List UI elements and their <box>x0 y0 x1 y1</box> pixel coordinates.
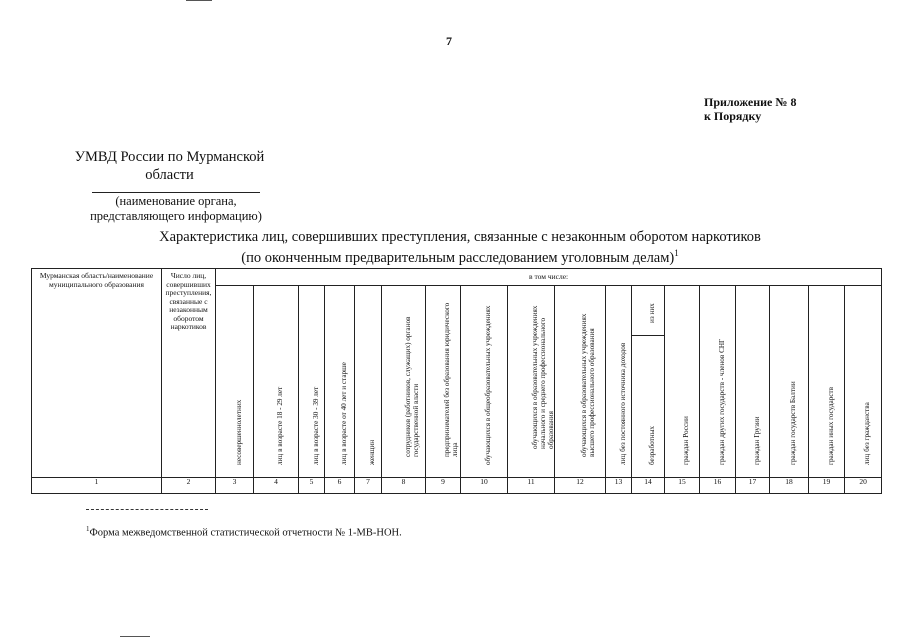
col-number: 1 <box>32 478 162 494</box>
organization-line-1: УМВД России по Мурманской <box>74 149 265 165</box>
col-14-label: безработных <box>648 426 656 466</box>
footnote-text: Форма межведомственной статистической отчетности № 1-МВ-НОН. <box>89 527 402 539</box>
col-11-label: обучающихся в образовательных учреждениях начального и среднего профессионального образования <box>531 305 555 450</box>
header-col-10 <box>461 285 508 477</box>
header-col-4 <box>254 285 299 477</box>
column-number-row <box>32 478 882 494</box>
organization-caption <box>70 194 282 224</box>
col-number: 16 <box>700 478 736 494</box>
col-18-label: граждан государств Балтии <box>789 381 797 466</box>
footnote <box>86 525 402 539</box>
header-col-12 <box>555 285 606 477</box>
document-title <box>130 229 790 266</box>
col-3-label: несовершеннолетних <box>234 399 243 466</box>
header-region-label: Мурманская область/наименование муниципального образования <box>39 271 154 289</box>
footnote-separator <box>86 509 208 510</box>
header-total-label: Число лиц, совершивших преступления, связанные с незаконным оборотом наркотиков <box>165 271 212 331</box>
col-10-label: обучающихся в общеобразовательных учреждениях <box>484 305 492 466</box>
col-number: 17 <box>736 478 770 494</box>
col-4-label: лиц в возрасте 18 - 29 лет <box>276 386 284 466</box>
col-number: 15 <box>665 478 700 494</box>
col-5-label: лиц в возрасте 30 - 39 лет <box>311 386 320 466</box>
org-caption-line-1: (наименование органа, <box>115 194 237 208</box>
header-col-13 <box>606 285 632 477</box>
header-col-3 <box>216 285 254 477</box>
organization-line-2: области <box>145 167 194 183</box>
col-number: 18 <box>770 478 809 494</box>
header-region <box>32 269 162 478</box>
col-12-label: обучающихся в образовательных учреждениях высшего профессионального образования <box>580 313 596 458</box>
col-number: 12 <box>555 478 606 494</box>
header-col-8 <box>382 285 426 477</box>
title-footnote-mark: 1 <box>674 248 679 258</box>
header-col-9 <box>426 285 461 477</box>
col-number: 10 <box>461 478 508 494</box>
header-col-15 <box>665 285 700 477</box>
col-number: 9 <box>426 478 461 494</box>
col-number: 4 <box>254 478 299 494</box>
group-including-label: в том числе: <box>529 271 569 281</box>
header-col-6 <box>325 285 355 477</box>
col-number: 8 <box>382 478 426 494</box>
col-number: 6 <box>325 478 355 494</box>
org-caption-line-2: представляющего информацию) <box>90 209 262 223</box>
col-number: 11 <box>508 478 555 494</box>
col-number: 20 <box>845 478 882 494</box>
header-col-11 <box>508 285 555 477</box>
title-line-2-text: (по оконченным предварительным расследованием уголовным делам) <box>241 249 675 266</box>
col-number: 19 <box>809 478 845 494</box>
page-number: 7 <box>446 34 452 48</box>
col-7-label: женщин <box>368 439 376 466</box>
organization-name <box>62 148 277 184</box>
title-line-1: Характеристика лиц, совершивших преступления, связанные с незаконным оборотом наркотиков <box>159 229 761 245</box>
col-8-label: сотрудников (работников, служащих) органов государственной власти <box>403 316 420 458</box>
header-col-17 <box>736 285 770 477</box>
scan-artifact-line <box>120 636 150 637</box>
col-17-label: граждан Грузии <box>752 416 761 466</box>
col-15-label: граждан России <box>682 416 690 466</box>
subgroup-of-them-label: из них <box>648 302 656 323</box>
organization-underline <box>92 192 260 193</box>
col-number: 3 <box>216 478 254 494</box>
header-col-14 <box>632 335 665 478</box>
header-total <box>162 269 216 478</box>
header-col-5 <box>299 285 325 477</box>
col-number: 14 <box>632 478 665 494</box>
header-col-20 <box>845 285 882 477</box>
col-16-label: граждан других государств - членов СНГ <box>717 338 726 466</box>
col-number: 5 <box>299 478 325 494</box>
title-line-2 <box>130 245 790 266</box>
scan-artifact-line <box>186 0 212 1</box>
col-20-label: лиц без гражданства <box>863 402 872 466</box>
appendix-line-2: к Порядку <box>704 109 762 123</box>
col-number: 13 <box>606 478 632 494</box>
col-6-label: лиц в возрасте от 40 лет и старше <box>339 362 348 466</box>
col-13-label: лиц без постоянного источника доходов <box>618 342 627 466</box>
appendix-line-1: Приложение № 8 <box>704 95 797 109</box>
statistics-table <box>31 268 882 494</box>
header-col-18 <box>770 285 809 477</box>
footnote-mark: 1 <box>86 525 90 533</box>
col-19-label: граждан иных государств <box>826 387 835 466</box>
header-col-7 <box>355 285 382 477</box>
col-9-label: предпринимателей без образования юридического лица <box>443 302 459 458</box>
header-col-16 <box>700 285 736 477</box>
col-number: 7 <box>355 478 382 494</box>
col-number: 2 <box>162 478 216 494</box>
header-subgroup-of-them <box>632 285 665 335</box>
appendix-header <box>704 95 796 123</box>
header-col-19 <box>809 285 845 477</box>
